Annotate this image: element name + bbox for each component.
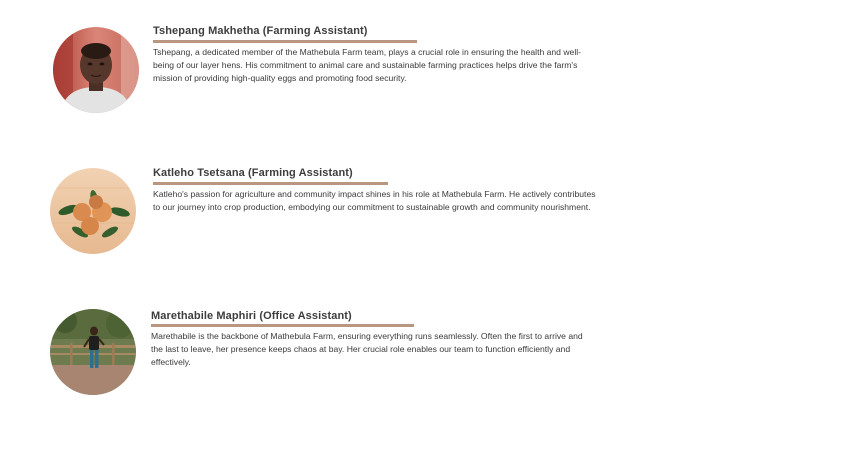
name-underline (153, 40, 417, 43)
outdoor-person-image (50, 309, 136, 395)
avatar (53, 27, 139, 113)
member-bio: Tshepang, a dedicated member of the Mathebula Farm team, plays a crucial role in ensuring the health and well-being of our layer hens. His commitment to animal care and sustainable farming practices helps drive the farm's mission of providing high-quality eggs and promoting food security. (153, 47, 582, 84)
avatar (50, 168, 136, 254)
fruit-image (50, 168, 136, 254)
member-bio: Katleho's passion for agriculture and community impact shines in his role at Mathebula Farm. He actively contributes to our journey into crop production, embodying our commitment to sustainable growth and community nourishment. (153, 189, 596, 213)
member-name: Katleho Tsetsana (Farming Assistant) (153, 167, 353, 179)
avatar (50, 309, 136, 395)
member-name: Marethabile Maphiri (Office Assistant) (151, 310, 352, 322)
member-name: Tshepang Makhetha (Farming Assistant) (153, 25, 368, 37)
member-bio: Marethabile is the backbone of Mathebula Farm, ensuring everything runs seamlessly. Often the first to arrive and the last to leave, her presence keeps chaos at bay. Her crucial role enables our team to function efficiently and effectively. (151, 331, 583, 368)
name-underline (151, 324, 414, 327)
name-underline (153, 182, 388, 185)
person-portrait-image (53, 27, 139, 113)
